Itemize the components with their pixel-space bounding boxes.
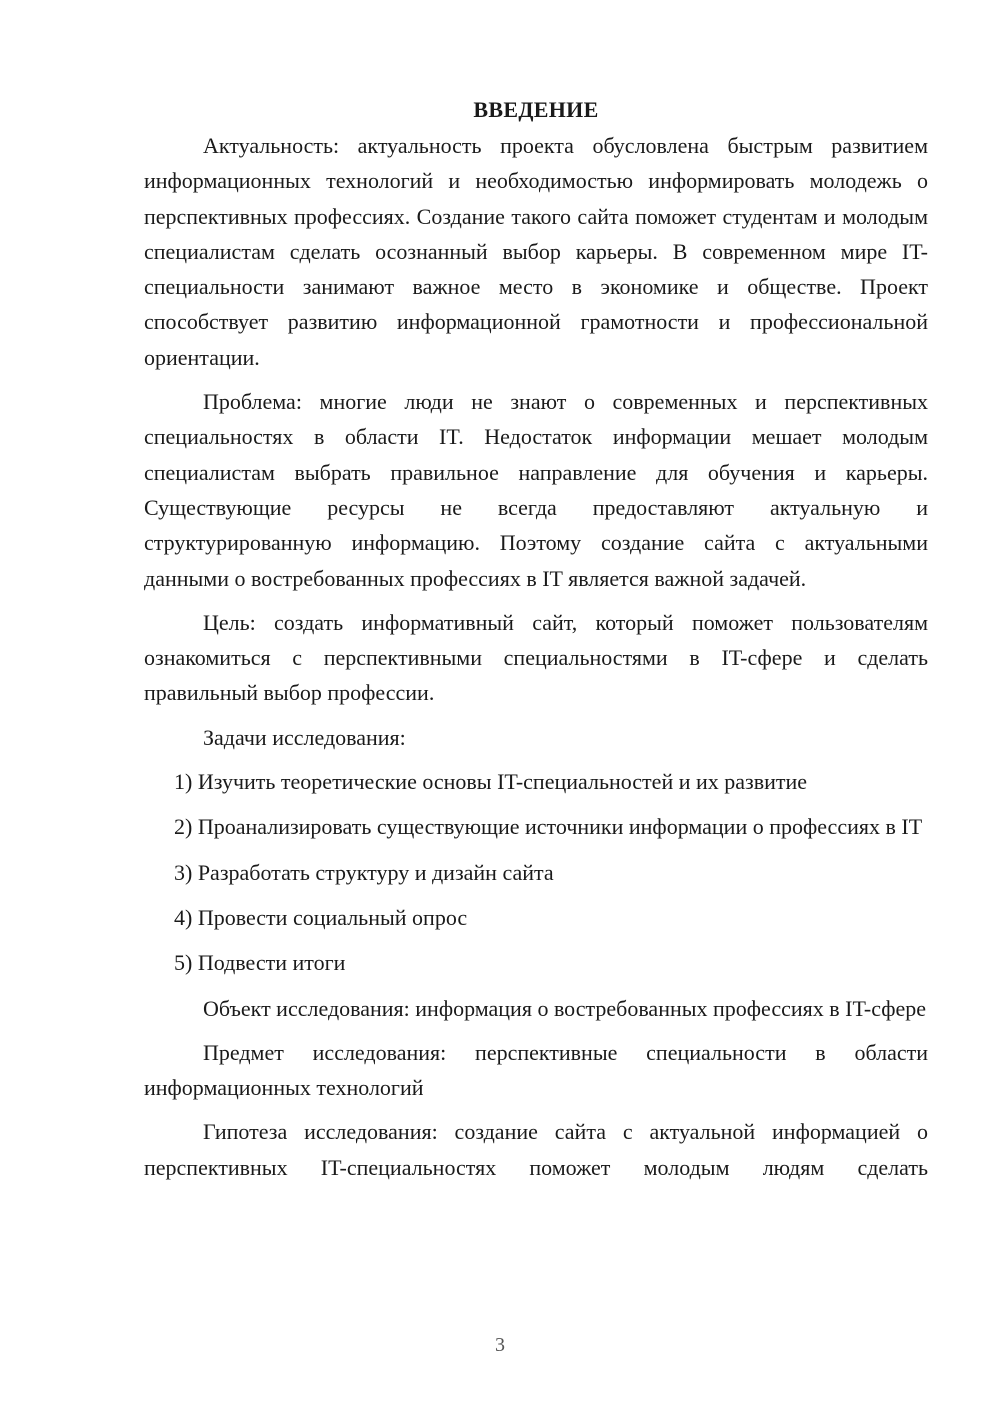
hypothesis-paragraph: Гипотеза исследования: создание сайта с актуальной информацией о перспективных IT-специальностях поможет молодым людям сделать xyxy=(144,1119,928,1180)
task-item-1: 1) Изучить теоретические основы IT-специальностей и их развитие xyxy=(174,769,808,795)
problem-paragraph: Проблема: многие люди не знают о современных и перспективных специальностях в области IT. Недостаток информации мешает молодым специалистам выбрать правильное направление для обучения и карьеры. Существующие ресурсы не всегда предоставляют актуальную и структурированную информацию. Поэтому создание сайта с актуальными данными о востребованных профессиях в IT является важной задачей. xyxy=(144,389,928,591)
document-page xyxy=(144,96,928,1194)
subject-paragraph: Предмет исследования: перспективные специальности в области информационных технологий xyxy=(144,1039,928,1101)
object-paragraph: Объект исследования: информация о востребованных профессиях в IT-сфере xyxy=(203,995,927,1021)
section-heading: ВВЕДЕНИЕ xyxy=(473,97,599,122)
task-item-5: 5) Подвести итоги xyxy=(174,950,346,976)
tasks-heading: Задачи исследования: xyxy=(203,724,406,750)
task-item-3: 3) Разработать структуру и дизайн сайта xyxy=(174,859,554,885)
task-item-4: 4) Провести социальный опрос xyxy=(174,904,468,930)
task-item-2: 2) Проанализировать существующие источники информации о профессиях в IT xyxy=(174,814,923,840)
goal-paragraph: Цель: создать информативный сайт, который поможет пользователям ознакомиться с перспективными специальностями в IT-сфере и сделать правильный выбор профессии. xyxy=(144,609,928,706)
relevance-paragraph: Актуальность: актуальность проекта обусловлена быстрым развитием информационных технологий и необходимостью информировать молодежь о перспективных профессиях. Создание такого сайта поможет студентам и молодым специалистам сделать осознанный выбор карьеры. В современном мире IT-специальности занимают важное место в экономике и обществе. Проект способствует развитию информационной грамотности и профессиональной ориентации. xyxy=(144,133,928,370)
page-number: 3 xyxy=(495,1334,505,1356)
